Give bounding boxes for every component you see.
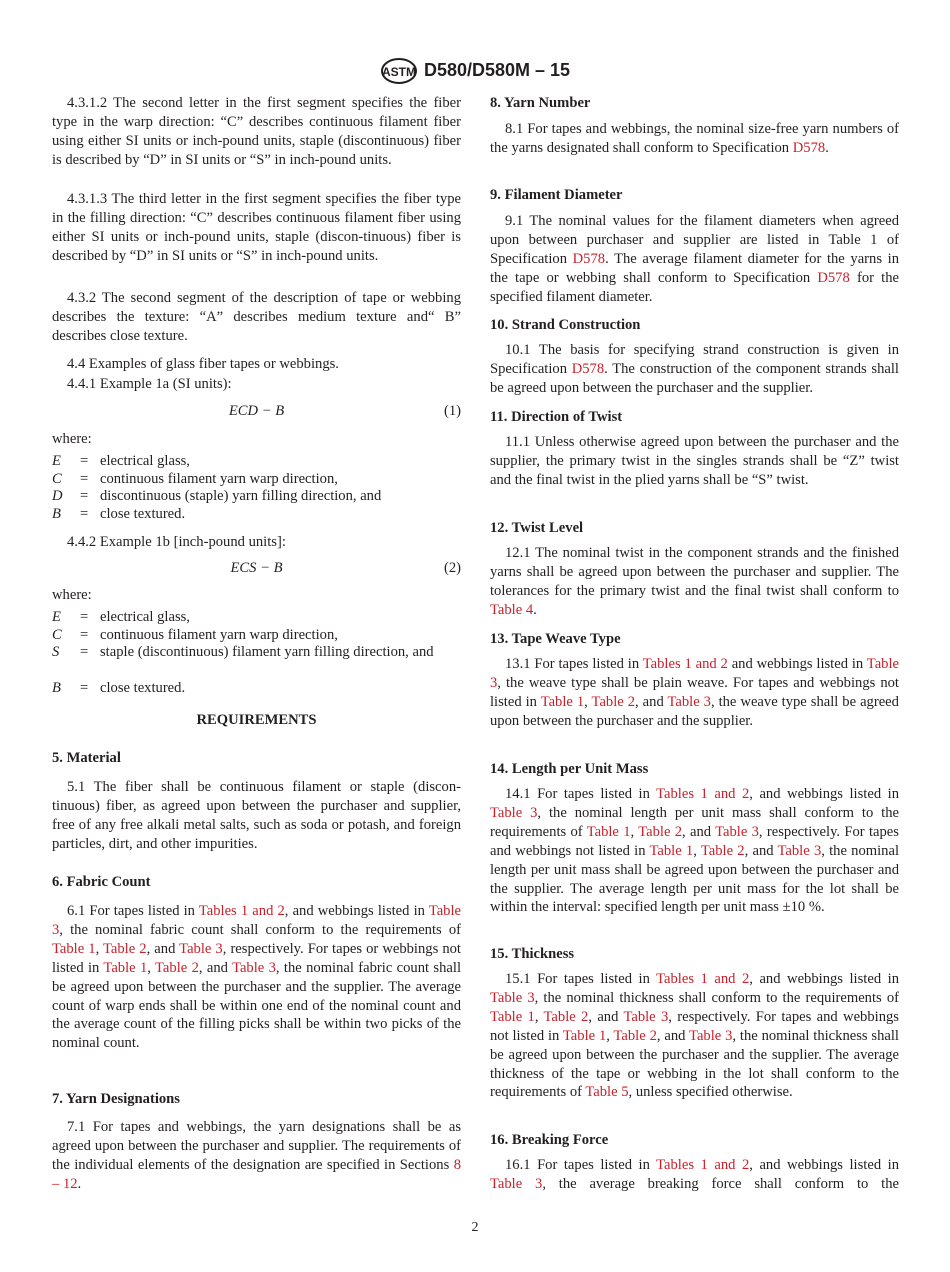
paragraph <box>52 375 461 394</box>
text-segment: , and <box>682 823 716 840</box>
definition-item <box>52 452 509 471</box>
equation-expression: ECS − B <box>230 560 283 576</box>
definition-item <box>52 679 509 698</box>
text-segment: , and <box>588 1008 624 1025</box>
paragraph <box>490 970 899 1102</box>
cross-reference-link[interactable]: Tables 1 and 2 <box>656 971 750 987</box>
paragraph <box>52 94 461 170</box>
equation-expression: ECD − B <box>228 403 285 419</box>
text-segment: , and <box>656 1027 690 1044</box>
text-segment: 13. Tape Weave Type <box>490 631 621 647</box>
paragraph <box>490 341 899 398</box>
cross-reference-link[interactable]: Table 2 <box>700 842 745 859</box>
text-segment: , and <box>635 693 668 710</box>
text-segment: 11.1 Unless otherwise agreed upon between the purchaser and the supplier, the primary twist in the singles strands shall be “Z” twist and the final twist in the plied yarns shall be “S” twist. <box>490 434 899 488</box>
cross-reference-link[interactable]: Table 2 <box>638 823 683 840</box>
cross-reference-link[interactable]: Table 2 <box>613 1027 657 1044</box>
definition-text: continuous filament yarn warp direction, <box>100 627 338 643</box>
cross-reference-link[interactable]: Table 1 <box>490 1008 535 1025</box>
text-segment: 4.4.1 Example 1a (SI units): <box>67 376 232 392</box>
definition-symbol: E <box>52 609 61 625</box>
section-heading <box>52 749 461 768</box>
text-segment: . <box>77 1175 82 1192</box>
text-segment: , the nominal thickness shall conform to the requirements of <box>534 989 899 1006</box>
text-segment: 11. Direction of Twist <box>490 409 623 425</box>
paragraph <box>490 212 899 307</box>
cross-reference-link[interactable]: 8 – 12 <box>52 1156 461 1192</box>
definition-symbol: D <box>52 488 63 504</box>
definition-symbol: B <box>52 506 61 522</box>
text-segment: . The construction of the component strands shall be agreed upon between the purchaser and the supplier. <box>490 360 899 396</box>
text-segment: REQUIREMENTS <box>196 712 317 728</box>
text-segment: 12.1 The nominal twist in the component strands and the finished yarns shall be agreed upon between the purchaser and supplier. The tolerances for the primary twist and the final twist shall conform to <box>490 545 899 599</box>
text-segment: , and <box>146 940 180 957</box>
cross-reference-link[interactable]: Table 3 <box>777 842 822 859</box>
cross-reference-link[interactable]: Tables 1 and 2 <box>656 1157 750 1173</box>
text-segment: , the nominal thickness shall be agreed upon between the purchaser and the supplier. The average thickness of the tape or webbing in the lot shall conform to the requirements of <box>490 1027 899 1101</box>
text-segment: , <box>606 1027 614 1044</box>
text-segment: 10.1 The basis for specifying strand construction is given in Specification <box>490 342 899 377</box>
text-segment: 4.4.2 Example 1b [inch-pound units]: <box>67 534 286 550</box>
section-heading <box>490 760 899 779</box>
equals-sign: = <box>80 471 89 487</box>
definition-text: continuous filament yarn warp direction, <box>100 471 338 487</box>
definition-symbol: E <box>52 453 61 469</box>
definition-text: electrical glass, <box>100 609 190 625</box>
cross-reference-link[interactable]: Table 3 <box>52 903 462 938</box>
cross-reference-link[interactable]: Table 3 <box>715 823 759 840</box>
text-segment: 5. Material <box>52 750 121 766</box>
paragraph <box>52 586 461 605</box>
cross-reference-link[interactable]: Table 4 <box>490 601 534 618</box>
cross-reference-link[interactable]: Table 3 <box>490 1175 543 1192</box>
definition-text: close textured. <box>100 506 186 522</box>
definition-symbol: C <box>52 627 62 643</box>
definition-text: close textured. <box>100 680 186 696</box>
text-segment: , respectively. For tapes and webbings not listed in <box>490 823 899 859</box>
text-segment: , <box>534 1008 544 1025</box>
definition-item <box>52 608 509 627</box>
equals-sign: = <box>80 488 89 504</box>
paragraph <box>52 355 461 374</box>
astm-logo-icon <box>380 56 418 86</box>
text-segment: 4.3.1.3 The third letter in the first segment specifies the fiber type in the filling direction: “C” describes continuous filament fiber using either SI units or inch-pound units, staple (discon-tinuous) fiber is described by “D” in SI units or “S” in inch-pound units. <box>52 191 461 264</box>
section-heading <box>490 945 899 964</box>
cross-reference-link[interactable]: Table 2 <box>155 959 199 976</box>
cross-reference-link[interactable]: D578 <box>571 360 605 377</box>
equals-sign: = <box>80 609 89 625</box>
text-segment: , respectively. For tapes and webbings not listed in <box>490 1008 899 1044</box>
text-segment: , <box>584 693 592 710</box>
equals-sign: = <box>80 453 89 469</box>
section-heading <box>490 408 899 427</box>
text-segment: , <box>693 842 701 859</box>
cross-reference-link[interactable]: Table 1 <box>52 940 96 957</box>
text-segment: , the nominal fabric count shall conform to the requirements of <box>59 921 461 938</box>
text-segment: . <box>533 601 537 618</box>
text-segment: , and webbings listed in <box>749 971 899 987</box>
text-segment: . The average filament diameter for the yarns in the tape or webbing shall conform to Specification <box>490 250 899 286</box>
svg-text:ASTM: ASTM <box>381 65 416 79</box>
text-segment: 9.1 The nominal values for the filament diameters when agreed upon between purchaser and supplier are listed in Table 1 of Specification <box>490 213 899 267</box>
text-segment: 14. Length per Unit Mass <box>490 761 649 777</box>
paragraph <box>490 655 899 731</box>
definition-text: electrical glass, <box>100 453 190 469</box>
definition-item <box>52 487 509 506</box>
cross-reference-link[interactable]: Table 3 <box>232 959 276 976</box>
text-segment: , the nominal length per unit mass shall conform to the requirements of <box>490 804 899 840</box>
text-segment: , the average breaking force shall conform to the <box>542 1175 899 1192</box>
text-segment: 12. Twist Level <box>490 520 584 536</box>
text-segment: , and <box>198 959 233 976</box>
text-segment: and webbings listed in <box>727 656 867 672</box>
text-segment: 16. Breaking Force <box>490 1132 609 1148</box>
cross-reference-link[interactable]: Table 5 <box>585 1084 629 1101</box>
definition-symbol: B <box>52 680 61 696</box>
cross-reference-link[interactable]: Table 3 <box>623 1008 669 1025</box>
equation <box>52 402 461 421</box>
cross-reference-link[interactable]: Table 2 <box>543 1008 589 1025</box>
equals-sign: = <box>80 680 89 696</box>
text-segment: , and webbings listed in <box>749 786 899 802</box>
standard-designation: D580/D580M – 15 <box>423 59 571 80</box>
part-heading <box>52 711 461 730</box>
text-segment: , the weave type shall be agreed upon between the purchaser and the supplier. <box>490 693 899 729</box>
cross-reference-link[interactable]: Table 3 <box>490 656 899 691</box>
paragraph <box>52 533 461 552</box>
text-segment: 13.1 For tapes listed in <box>505 656 643 672</box>
section-heading <box>490 1131 899 1150</box>
equals-sign: = <box>80 644 89 660</box>
text-segment: 15.1 For tapes listed in <box>505 971 657 987</box>
cross-reference-link[interactable]: Table 3 <box>490 804 538 821</box>
text-segment: 16.1 For tapes listed in <box>505 1157 657 1173</box>
text-segment: 4.4 Examples of glass fiber tapes or webbings. <box>67 356 339 372</box>
section-heading <box>52 1090 461 1109</box>
text-segment: 9. Filament Diameter <box>490 187 623 203</box>
text-segment: , and webbings listed in <box>284 903 429 919</box>
cross-reference-link[interactable]: D578 <box>817 269 850 286</box>
cross-reference-link[interactable]: D578 <box>572 250 606 267</box>
text-segment: . <box>825 139 829 156</box>
text-segment: 7.1 For tapes and webbings, the yarn designations shall be as agreed upon between the purchaser and supplier. The requirements of the individual elements of the designation are specified in Sections <box>52 1119 461 1173</box>
text-segment: , and <box>744 842 778 859</box>
text-segment: 8.1 For tapes and webbings, the nominal size-free yarn numbers of the yarns designated shall conform to Specification <box>490 121 899 156</box>
paragraph <box>490 1156 899 1194</box>
cross-reference-link[interactable]: Table 3 <box>490 989 535 1006</box>
paragraph <box>490 785 899 917</box>
text-segment: 8. Yarn Number <box>490 95 591 111</box>
paragraph <box>490 433 899 490</box>
section-heading <box>490 94 899 113</box>
cross-reference-link[interactable]: Table 1 <box>586 823 631 840</box>
paragraph <box>490 120 899 158</box>
definition-item <box>52 505 509 524</box>
text-segment: 15. Thickness <box>490 946 575 962</box>
page-number: 2 <box>471 1220 479 1235</box>
text-segment: for the specified filament diameter. <box>490 269 899 305</box>
text-segment: , respectively. For tapes or webbings not listed in <box>52 940 461 976</box>
cross-reference-link[interactable]: Tables 1 and 2 <box>642 656 728 672</box>
definition-text: staple (discontinuous) filament yarn filling direction, and <box>100 644 434 660</box>
section-heading <box>52 873 461 892</box>
cross-reference-link[interactable]: Table 1 <box>540 693 585 710</box>
cross-reference-link[interactable]: D578 <box>792 139 826 156</box>
definition-symbol: C <box>52 471 62 487</box>
cross-reference-link[interactable]: Table 1 <box>103 959 148 976</box>
cross-reference-link[interactable]: Table 3 <box>179 940 223 957</box>
equation <box>52 559 461 578</box>
equals-sign: = <box>80 627 89 643</box>
text-segment: 4.3.1.2 The second letter in the first segment specifies the fiber type in the warp direction: “C” describes continuous filament fiber using either SI units or inch-pound units, staple (discontinuous) fiber is described by “D” in SI units or “S” in inch-pound units. <box>52 95 461 168</box>
text-segment: , the nominal length per unit mass shall be agreed upon between the purchaser and the supplier. The average length per unit mass for the lot shall be within the interval: specified length per unit mass ±10 %. <box>490 842 900 916</box>
equation-number: (2) <box>443 560 461 576</box>
cross-reference-link[interactable]: Tables 1 and 2 <box>656 786 750 802</box>
section-heading <box>490 519 899 538</box>
paragraph <box>52 778 461 854</box>
cross-reference-link[interactable]: Table 1 <box>562 1027 607 1044</box>
cross-reference-link[interactable]: Table 2 <box>591 693 636 710</box>
text-segment: 4.3.2 The second segment of the description of tape or webbing describes the texture: “A” describes medium texture and“ B” describes close texture. <box>52 290 461 344</box>
text-segment: 7. Yarn Designations <box>52 1091 180 1107</box>
page-header <box>0 56 950 86</box>
text-segment: , the weave type shall be plain weave. For tapes and webbings not listed in <box>490 674 899 710</box>
paragraph <box>52 190 461 266</box>
text-segment: where: <box>52 431 92 447</box>
section-heading <box>490 630 899 649</box>
text-segment: where: <box>52 587 92 603</box>
cross-reference-link[interactable]: Table 3 <box>667 693 711 710</box>
cross-reference-link[interactable]: Table 2 <box>103 940 147 957</box>
text-segment: 10. Strand Construction <box>490 317 641 333</box>
text-segment: 6. Fabric Count <box>52 874 151 890</box>
text-segment: , the nominal fabric count shall be agreed upon between the purchaser and the supplier. The average count of warp ends shall be within one end of the nominal count and the average count of the filling picks shall be within two picks of the nominal count. <box>52 959 461 1052</box>
section-heading <box>490 316 899 335</box>
definition-symbol: S <box>52 644 60 660</box>
text-segment: , <box>95 940 104 957</box>
text-segment: 5.1 The fiber shall be continuous filament or staple (discon-tinuous) fiber, as agreed upon between the purchaser and supplier, free of any free alkali metal salts, such as soda or potash, and foreign particles, dirt, and other impurities. <box>52 779 461 852</box>
section-heading <box>490 186 899 205</box>
text-segment: , <box>147 959 156 976</box>
cross-reference-link[interactable]: Tables 1 and 2 <box>198 903 285 919</box>
paragraph <box>52 289 461 346</box>
cross-reference-link[interactable]: Table 1 <box>649 842 694 859</box>
text-segment: , unless specified otherwise. <box>628 1084 793 1101</box>
text-segment: 14.1 For tapes listed in <box>505 786 657 802</box>
text-segment: , and webbings listed in <box>749 1157 899 1173</box>
paragraph <box>52 1118 461 1194</box>
paragraph <box>52 430 461 449</box>
paragraph <box>490 544 899 620</box>
equals-sign: = <box>80 506 89 522</box>
definition-text: discontinuous (staple) yarn filling direction, and <box>100 488 382 504</box>
definition-item <box>52 643 509 662</box>
text-segment: , <box>630 823 639 840</box>
cross-reference-link[interactable]: Table 3 <box>689 1027 733 1044</box>
text-segment: 6.1 For tapes listed in <box>67 903 199 919</box>
equation-number: (1) <box>443 403 461 419</box>
paragraph <box>52 902 461 1053</box>
